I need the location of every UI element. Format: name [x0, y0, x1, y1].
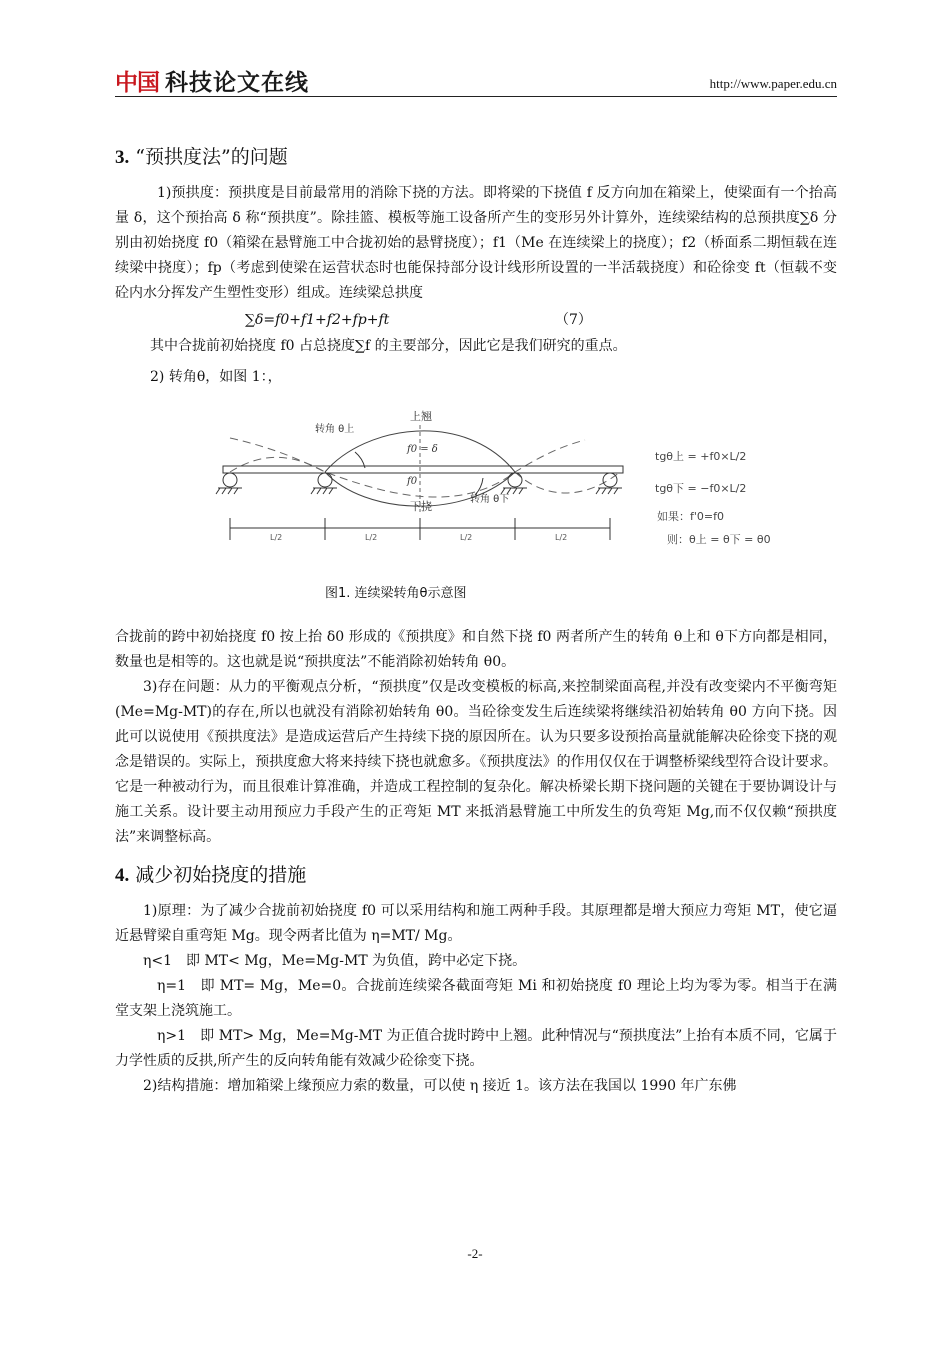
section-3-heading	[115, 140, 837, 175]
paragraph-eta-eq-1: η=1 即 MT= Mg，Me=0。合拢前连续梁各截面弯矩 Mi 和初始挠度 f0 理论上均为零为零。相当于在满堂支架上浇筑施工。	[115, 978, 837, 1019]
equation-formula: ∑δ=f0+f1+f2+fp+ft	[245, 312, 390, 328]
support-mid-right	[501, 473, 527, 494]
page-header	[115, 62, 837, 97]
section-4-number: 4.	[115, 865, 130, 886]
label-angle-up: 转角 θ上	[315, 424, 355, 435]
beam	[223, 466, 623, 473]
section-4-heading	[115, 858, 837, 893]
label-f0: f0	[407, 476, 418, 487]
equation-number: （7）	[555, 312, 592, 328]
label-f0-delta: f0 = δ	[407, 444, 438, 455]
paragraph-eta-lt-1: η<1 即 MT< Mg，Me=Mg-MT 为负值，跨中必定下挠。	[143, 953, 527, 969]
paragraph-rotation-same: 合拢前的跨中初始挠度 f0 按上抬 δ0 形成的《预拱度》和自然下挠 f0 两者所产生的转角 θ上和 θ下方向都是相同，数量也是相等的。这也就是说“预拱度法”不能消除初始转角 θ0。	[115, 629, 837, 670]
span-label-4: L/2	[555, 533, 568, 542]
paragraph-preset-camber: 1)预拱度：预拱度是目前最常用的消除下挠的方法。即将梁的下挠值 f 反方向加在箱梁上，使梁面有一个抬高量 δ，这个预抬高 δ 称“预拱度”。除挂篮、模板等施工设备所产生的变形另外计算外，连续梁结构的总预拱度∑δ 分别由初始挠度 f0（箱梁在悬臂施工中合拢初始的悬臂挠度）；f1（Me 在连续梁上的挠度）；f2（桥面系二期恒载在连续梁中挠度）；fp（考虑到使梁在运营状态时也能保持部分设计线形所设置的一半活载挠度）和砼徐变 ft（恒载不变砼内水分挥发产生塑性变形）组成。连续梁总拱度	[115, 185, 837, 301]
paragraph-angle: 2) 转角θ，如图 1：，	[150, 369, 282, 385]
fig-eq-2: tgθ下 = −f0×L/2	[655, 482, 747, 495]
section-3-number: 3.	[115, 147, 130, 168]
support-right	[596, 473, 622, 494]
figure-1	[115, 400, 837, 625]
fig-eq-3: 如果：f'0=f0	[657, 510, 724, 523]
logo-mark: 中国	[115, 70, 159, 96]
span-label-2: L/2	[365, 533, 378, 542]
section-4-title: 减少初始挠度的措施	[135, 864, 307, 886]
support-left	[216, 473, 242, 494]
figure-caption: 图1. 连续梁转角θ示意图	[325, 586, 467, 601]
equation-7	[115, 306, 837, 334]
paragraph-principle: 1)原理：为了减少合拢前初始挠度 f0 可以采用结构和施工两种手段。其原理都是增大预应力弯矩 MT，使它逼近悬臂梁自重弯矩 Mg。现令两者比值为 η=MT/ Mg。	[115, 903, 837, 944]
label-down: 下挠	[410, 500, 432, 513]
paragraph-structural-measures: 2)结构措施：增加箱梁上缘预应力索的数量，可以使 η 接近 1。该方法在我国以 1990 年广东佛	[143, 1078, 737, 1094]
angle-arc-down	[475, 478, 483, 495]
span-label-1: L/2	[270, 533, 283, 542]
fig-eq-1: tgθ上 = +f0×L/2	[655, 450, 747, 463]
paragraph-existing-problem: 3)存在问题：从力的平衡观点分析，“预拱度”仅是改变模板的标高,来控制梁面高程,并没有改变梁内不平衡弯矩(Me=Mg-MT)的存在,所以也就没有消除初始转角 θ0。当砼徐变发生后连续梁将继续沿初始转角 θ0 方向下挠。因此可以说使用《预拱度法》是造成运营后产生持续下挠的原因所在。认为只要多设预抬高量就能解决砼徐变下挠的观念是错误的。实际上，预拱度愈大将来持续下挠也就愈多。《预拱度法》的作用仅仅在于调整桥梁线型符合设计要求。它是一种被动行为，而且很难计算准确，并造成工程控制的复杂化。解决桥梁长期下挠问题的关键在于要协调设计与施工关系。设计要主动用预应力手段产生的正弯矩 MT 来抵消悬臂施工中所发生的负弯矩 Mg,而不仅仅赖“预拱度法”来调整标高。	[115, 679, 837, 845]
left-cantilever-curve	[230, 457, 325, 472]
paragraph-f0-main: 其中合拢前初始挠度 f0 占总挠度∑f 的主要部分，因此它是我们研究的重点。	[150, 338, 627, 354]
article-body	[115, 140, 837, 1099]
fig-eq-4: 则：θ上 = θ下 = θ0	[667, 533, 771, 546]
continuous-beam-diagram	[115, 400, 837, 575]
label-angle-down: 转角 θ下	[470, 494, 510, 505]
page-number: -2-	[467, 1246, 483, 1261]
section-3-title: “预拱度法”的问题	[135, 146, 288, 168]
span-label-3: L/2	[460, 533, 473, 542]
logo-text: 科技论文在线	[165, 70, 309, 96]
header-url[interactable]: http://www.paper.edu.cn	[709, 76, 837, 91]
label-up: 上翘	[410, 410, 432, 423]
support-mid-left	[311, 473, 337, 494]
paragraph-eta-gt-1: η>1 即 MT> Mg，Me=Mg-MT 为正值合拢时跨中上翘。此种情况与“预拱度法”上抬有本质不同，它属于力学性质的反拱,所产生的反向转角能有效减少砼徐变下挠。	[115, 1028, 837, 1069]
